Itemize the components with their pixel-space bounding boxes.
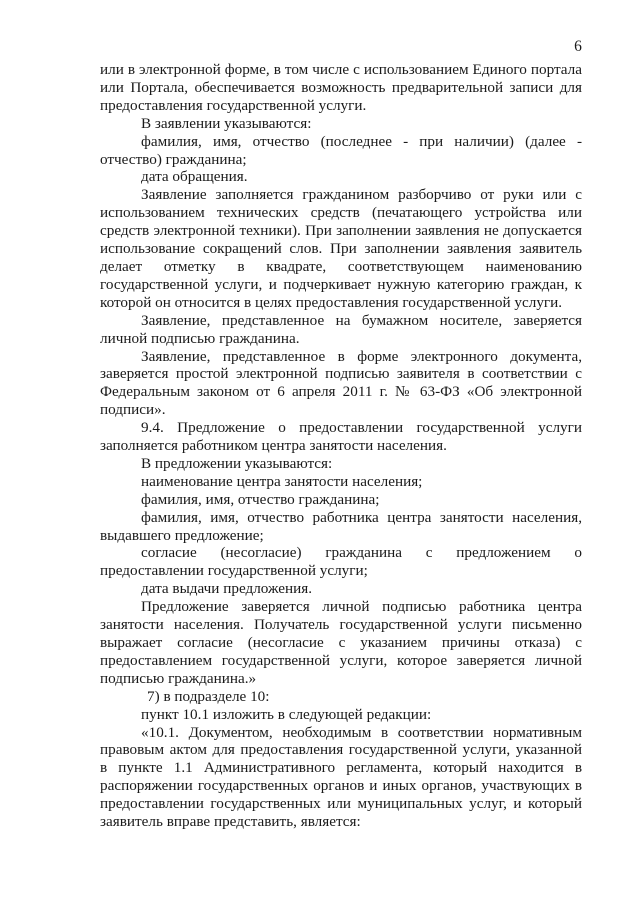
paragraph: фамилия, имя, отчество (последнее - при наличии) (далее - отчество) гражданина; xyxy=(100,132,582,168)
paragraph: пункт 10.1 изложить в следующей редакции: xyxy=(141,705,432,723)
paragraph: наименование центра занятости населения; xyxy=(141,472,423,490)
paragraph: В предложении указываются: xyxy=(141,454,333,472)
paragraph: согласие (несогласие) гражданина с предложением о предоставлении государственной услуги; xyxy=(100,544,582,580)
document-body xyxy=(100,61,582,831)
paragraph: В заявлении указываются: xyxy=(141,114,312,132)
page-number: 6 xyxy=(574,38,582,55)
paragraph: 7) в подразделе 10: xyxy=(147,687,270,705)
paragraph: Заявление, представленное на бумажном носителе, заверяется личной подписью гражданина. xyxy=(100,311,582,347)
paragraph: «10.1. Документом, необходимым в соответствии нормативным правовым актом для предоставления государственной услуги, указанной в пункте 1.1 Административного регламента, который находится в распоряжении государственных органов и иных органов, участвующих в предоставлении государственных или муниципальных услуг, и который заявитель вправе представить, является: xyxy=(100,723,582,831)
paragraph: фамилия, имя, отчество гражданина; xyxy=(141,490,380,508)
paragraph: фамилия, имя, отчество работника центра занятости населения, выдавшего предложение; xyxy=(100,508,582,544)
paragraph: Предложение заверяется личной подписью работника центра занятости населения. Получатель государственной услуги письменно выражает согласие (несогласие с указанием причины отказа) с предоставлением государственной услуги, которое заверяется личной подписью гражданина.» xyxy=(100,598,582,687)
paragraph: Заявление, представленное в форме электронного документа, заверяется простой электронной подписью заявителя в соответствии с Федеральным законом от 6 апреля 2011 г. № 63-ФЗ «Об электронной подписи». xyxy=(100,347,582,419)
paragraph: или в электронной форме, в том числе с использованием Единого портала или Портала, обеспечивается возможность предварительной записи для предоставления государственной услуги. xyxy=(100,61,582,114)
paragraph: дата обращения. xyxy=(141,168,248,186)
paragraph: Заявление заполняется гражданином разборчиво от руки или с использованием технических средств (печатающего устройства или средств электронной техники). При заполнении заявления не допускается использование сокращений слов. При заполнении заявления заявитель делает отметку в квадрате, соответствующем наименованию государственной услуги, и подчеркивает нужную категорию граждан, к которой он относится в целях предоставления государственной услуги. xyxy=(100,186,582,311)
paragraph: 9.4. Предложение о предоставлении государственной услуги заполняется работником центра занятости населения. xyxy=(100,419,582,455)
paragraph: дата выдачи предложения. xyxy=(141,580,313,598)
